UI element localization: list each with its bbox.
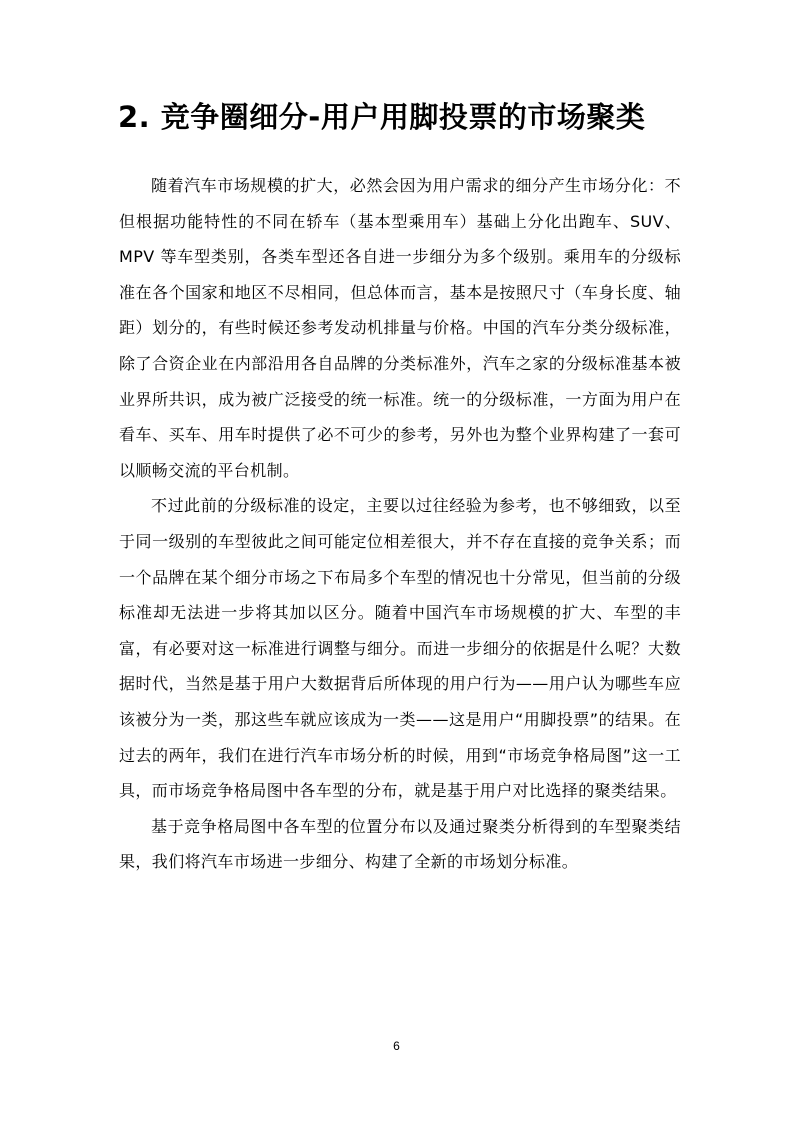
- paragraph-3: 基于竞争格局图中各车型的位置分布以及通过聚类分析得到的车型聚类结果，我们将汽车市场进一步细分、构建了全新的市场划分标准。: [119, 816, 681, 872]
- section-title: 2. 竞争圈细分-用户用脚投票的市场聚类: [118, 100, 646, 134]
- body-text: [119, 168, 681, 880]
- page-number: 6: [393, 1039, 400, 1053]
- paragraph-2: 不过此前的分级标准的设定，主要以过往经验为参考，也不够细致，以至于同一级别的车型彼此之间可能定位相差很大，并不存在直接的竞争关系；而一个品牌在某个细分市场之下布局多个车型的情况也十分常见，但当前的分级标准却无法进一步将其加以区分。随着中国汽车市场规模的扩大、车型的丰富，有必要对这一标准进行调整与细分。而进一步细分的依据是什么呢？大数据时代，当然是基于用户大数据背后所体现的用户行为——用户认为哪些车应该被分为一类，那这些车就应该成为一类——这是用户“用脚投票”的结果。在过去的两年，我们在进行汽车市场分析的时候，用到“市场竞争格局图”这一工具，而市场竞争格局图中各车型的分布，就是基于用户对比选择的聚类结果。: [119, 496, 681, 801]
- paragraph-1: 随着汽车市场规模的扩大，必然会因为用户需求的细分产生市场分化：不但根据功能特性的不同在轿车（基本型乘用车）基础上分化出跑车、SUV、MPV 等车型类别，各类车型还各自进一步细分为多个级别。乘用车的分级标准在各个国家和地区不尽相同，但总体而言，基本是按照尺寸（车身长度、轴距）划分的，有些时候还参考发动机排量与价格。中国的汽车分类分级标准，除了合资企业在内部沿用各自品牌的分类标准外，汽车之家的分级标准基本被业界所共识，成为被广泛接受的统一标准。统一的分级标准，一方面为用户在看车、买车、用车时提供了必不可少的参考，另外也为整个业界构建了一套可以顺畅交流的平台机制。: [119, 176, 681, 480]
